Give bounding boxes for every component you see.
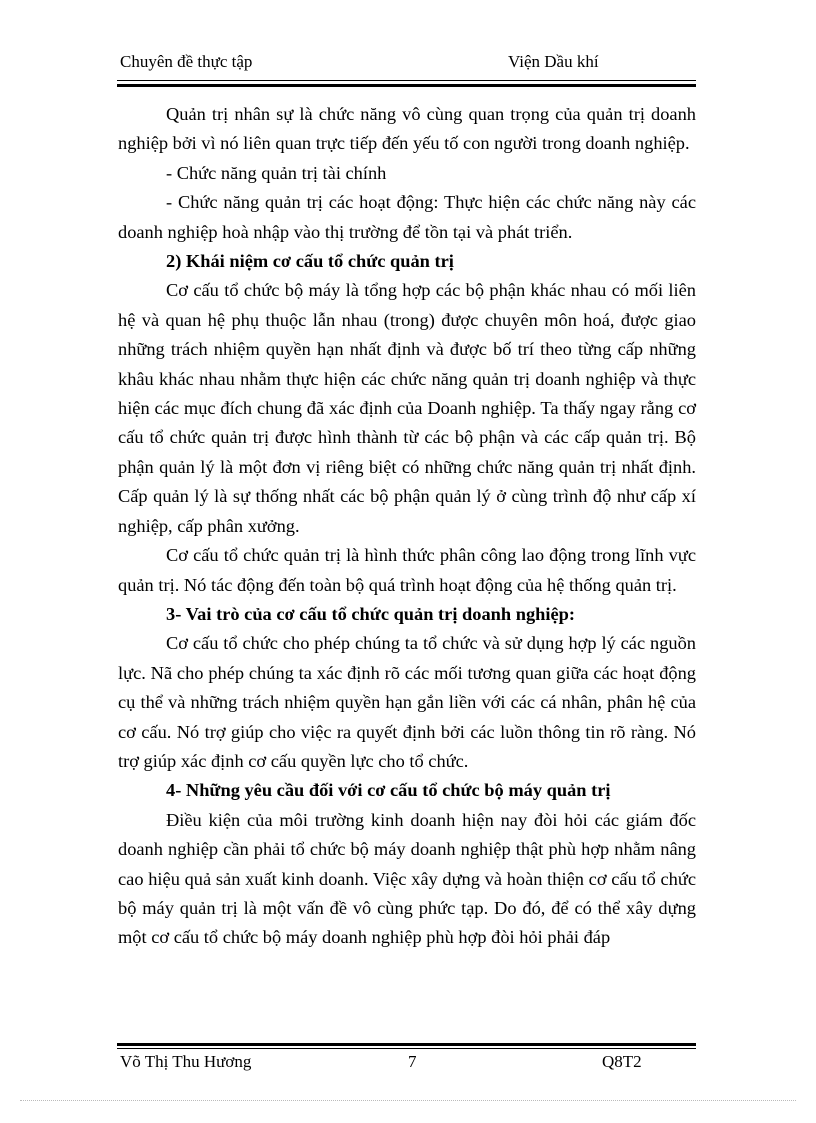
section-heading: 4- Những yêu cầu đối với cơ cấu tổ chức bộ máy quản trị [166,780,611,801]
footer-rule-thin [117,1048,696,1049]
section-heading: 2) Khái niệm cơ cấu tổ chức quản trị [166,251,454,272]
header-rule-thick [117,84,696,87]
page-header [120,52,696,80]
header-document-type: Chuyên đề thực tập [120,52,253,71]
body-paragraph: Cơ cấu tổ chức quản trị là hình thức phân công lao động trong lĩnh vực quản trị. Nó tác động đến toàn bộ quá trình hoạt động của hệ thống quản trị. [118,545,696,595]
body-paragraph: Điều kiện của môi trường kinh doanh hiện nay đòi hỏi các giám đốc doanh nghiệp cần phải tổ chức bộ máy doanh nghiệp thật phù hợp nhằm nâng cao hiệu quả sản xuất kinh doanh. Việc xây dựng và hoàn thiện cơ cấu tổ chức bộ máy quản trị là một vấn đề vô cùng phức tạp. Do đó, để có thể xây dựng một cơ cấu tổ chức bộ máy doanh nghiệp phù hợp đòi hỏi phải đáp [118,809,696,948]
list-item: - Chức năng quản trị các hoạt động: Thực hiện các chức năng này các doanh nghiệp hoà nhập vào thị trường để tồn tại và phát triển. [118,192,696,242]
footer-class-code: Q8T2 [602,1052,642,1071]
body-paragraph: Cơ cấu tổ chức bộ máy là tổng hợp các bộ phận khác nhau có mối liên hệ và quan hệ phụ thuộc lẫn nhau (trong) được chuyên môn hoá, được giao những trách nhiệm quyền hạn nhất định và được bố trí theo từng cấp những khâu khác nhau nhằm thực hiện các chức năng quản trị doanh nghiệp và thực hiện các mục đích chung đã xác định của Doanh nghiệp. Ta thấy ngay rằng cơ cấu tổ chức quản trị được hình thành từ các bộ phận và các cấp quản trị. Bộ phận quản lý là một đơn vị riêng biệt có những chức năng quản trị nhất định. Cấp quản lý là sự thống nhất các bộ phận quản lý ở cùng trình độ như cấp xí nghiệp, cấp phân xưởng. [118,280,696,536]
body-paragraph: Cơ cấu tổ chức cho phép chúng ta tổ chức và sử dụng hợp lý các nguồn lực. Nã cho phép chúng ta xác định rõ các mối tương quan giữa các hoạt động cụ thể và những trách nhiệm quyền hạn gắn liền với các cá nhân, phân hệ của cơ cấu. Nó trợ giúp cho việc ra quyết định bởi các luồn thông tin rõ ràng. Nó trợ giúp xác định cơ cấu quyền lực cho tổ chức. [118,633,696,771]
section-heading: 3- Vai trò của cơ cấu tổ chức quản trị doanh nghiệp: [166,603,575,624]
footer-author: Võ Thị Thu Hương [120,1052,252,1071]
header-institution: Viện Dầu khí [508,52,599,71]
page-body [118,100,696,953]
body-paragraph: Quản trị nhân sự là chức năng vô cùng quan trọng của quản trị doanh nghiệp bởi vì nó liên quan trực tiếp đến yếu tố con người trong doanh nghiệp. [118,104,696,154]
page-number: 7 [408,1052,417,1071]
list-item: - Chức năng quản trị tài chính [166,162,387,183]
page-bottom-dotted-line [20,1100,796,1101]
footer-rule-thick [117,1043,696,1046]
header-rule-thin [117,80,696,81]
